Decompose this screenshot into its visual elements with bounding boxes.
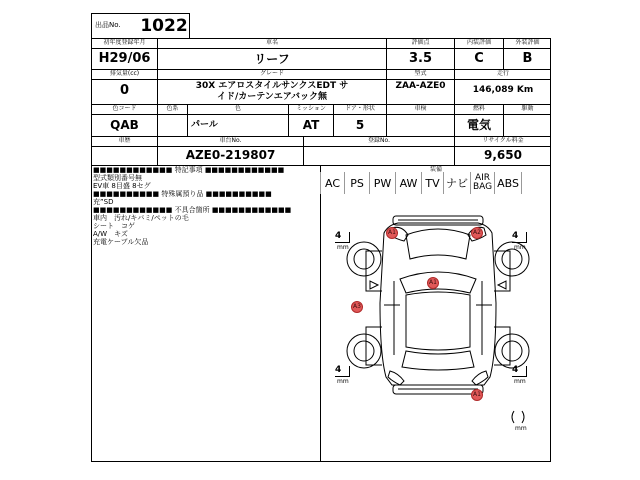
transmission-label: ミッション [296, 105, 326, 112]
drive-label: 駆動 [521, 105, 534, 112]
notes-defect-line: シート コゲ [93, 222, 135, 230]
damage-mark-front-left-headlight: A1 [386, 227, 398, 239]
equipment-aw: AW [395, 172, 421, 194]
notes-defect-line: 車内 汚れ/キバミ/ペットの毛 [93, 214, 189, 222]
equipment-tv: TV [421, 172, 443, 194]
tire-depth-value: 4 [512, 231, 519, 241]
interior-grade-label: 内装評価 [466, 39, 491, 46]
tire-depth-value: 4 [335, 231, 342, 241]
displacement-value: 0 [119, 83, 130, 98]
tire-depth-unit: mm [337, 244, 349, 251]
damage-mark-rear-right-bumper: A1 [471, 389, 483, 401]
color-code-label: 色コード [112, 105, 137, 112]
spare-tire-unit: mm [515, 425, 527, 432]
model-code-label: 型式 [414, 70, 427, 77]
tire-depth-rear-left [335, 365, 349, 385]
damage-mark-bonnet: A1 [427, 277, 439, 289]
grid-line [91, 48, 551, 49]
exterior-grade-label: 外装評価 [515, 39, 540, 46]
color-system-label: 色系 [166, 105, 179, 112]
mileage-value: 146,089 Km [472, 85, 534, 95]
equipment-ps: PS [344, 172, 369, 194]
notes-deposit-title: ■■■■■■■■■■ 特殊属預り品 ■■■■■■■■■■ [93, 190, 272, 198]
notes-special-line: 型式類別番号無 [93, 174, 142, 182]
grade-label: グレード [259, 70, 284, 77]
tire-depth-value: 4 [335, 365, 342, 375]
first-reg-label: 初年度登録年月 [103, 39, 146, 46]
color-code-value: QAB [110, 118, 139, 132]
grid-line [91, 114, 551, 115]
tire-depth-value: 4 [512, 365, 519, 375]
interior-grade-value: C [474, 51, 484, 66]
doors-label: ドア・形状 [345, 105, 375, 112]
notes-special-title: ■■■■■■■■■■■■ 特記事項 ■■■■■■■■■■■■ [93, 166, 285, 174]
recycle-fee-value: 9,650 [484, 148, 522, 162]
tire-depth-unit: mm [337, 378, 349, 385]
exterior-grade-value: B [522, 51, 533, 66]
recycle-fee-label: リサイクル料金 [482, 137, 524, 144]
color-value: パール [191, 120, 218, 130]
equipment-abs: ABS [494, 172, 522, 194]
color-label: 色 [234, 105, 241, 112]
fuel-value: 電気 [466, 118, 491, 132]
grade-line-2: イド/カーテンエアバック無 [216, 92, 328, 102]
tire-depth-front-left [335, 231, 349, 251]
model-value: リーフ [254, 52, 290, 66]
lot-number-label: 出品No. [95, 21, 121, 29]
notes-special-line: EV車 8目盛 8セグ [93, 182, 151, 190]
chassis-value: AZE0-219807 [185, 148, 276, 162]
notes-deposit-line: 充”SD [93, 198, 114, 206]
inspection-label: 車検 [414, 105, 427, 112]
grade-line-1: 30X エアロスタイルサンクスEDT サ [195, 81, 349, 91]
registration-label: 登録No. [368, 137, 390, 144]
fuel-label: 燃料 [472, 105, 485, 112]
doors-value: 5 [355, 118, 365, 132]
equipment-ac: AC [320, 172, 344, 194]
damage-mark-left-side: A3 [351, 301, 363, 313]
tire-depth-unit: mm [514, 244, 526, 251]
damage-mark-front-right-headlight: A2 [471, 227, 483, 239]
first-reg-value: H29/06 [98, 51, 151, 66]
tire-depth-unit: mm [514, 378, 526, 385]
mileage-label: 走行 [496, 70, 509, 77]
score-value: 3.5 [408, 51, 433, 66]
equipment-pw: PW [369, 172, 395, 194]
chassis-label: 車台No. [219, 137, 242, 144]
score-label: 評価点 [411, 39, 430, 46]
model-code-value: ZAA-AZE0 [395, 81, 446, 91]
history-label: 車歴 [118, 137, 131, 144]
equipment-airbag: AIR BAG [470, 172, 494, 194]
model-label: 車名 [265, 39, 278, 46]
lot-number: 1022 [140, 16, 188, 36]
transmission-value: AT [302, 118, 320, 132]
displacement-label: 排気量(cc) [109, 70, 140, 77]
equipment-navi: ナビ [443, 172, 470, 194]
tire-depth-rear-right [512, 365, 526, 385]
tire-depth-front-right [512, 231, 526, 251]
notes-defect-line: A/W キズ [93, 230, 128, 238]
notes-defects-title: ■■■■■■■■■■■■ 不具合箇所 ■■■■■■■■■■■■ [93, 206, 292, 214]
equipment-label: 装備 [429, 166, 442, 173]
notes-defect-line: 充電ケーブル欠品 [93, 238, 149, 246]
